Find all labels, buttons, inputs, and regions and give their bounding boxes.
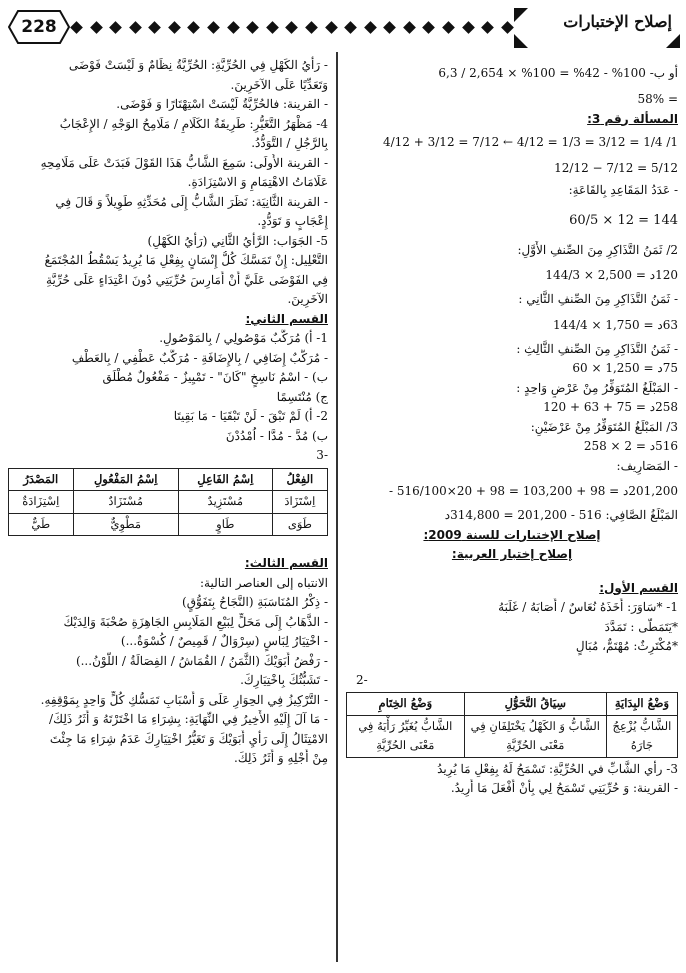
math-line: 120د = 2,500 × 144/3 [545, 268, 678, 282]
text-line: بِالرَّجُلِ / التَّوَدُّدُ. [251, 136, 328, 150]
table-cell: طَوَى [272, 513, 327, 536]
text-line: - رَفْضُ أَبَوَيْكَ (الثَّمَنُ / القُمَاشُ / الفِصَالَةُ / اللَّوْنُ...) [75, 653, 328, 668]
table-cell: مُسْتَزِيدٌ [178, 491, 272, 514]
table-cell: مَطْوِيٌّ [73, 513, 178, 536]
table-cell: الشَّابُّ يُغَيِّرُ رَأْيَهُ فِي مَعْنَى الحُرِّيَّةِ [347, 715, 465, 757]
text-line: ب) - اسْمُ نَاسِخٍ "كَانَ" - تَمْيِيزٌ - مَفْعُولٌ مُطْلَق [102, 370, 328, 384]
corner-triangle-icon [666, 34, 680, 48]
text-line: 5- الجَوَاب: الرَّأْيُ الثَّانِي (رَأْيُ الكَهْلِ) [147, 233, 328, 248]
table-header: اِسْمُ المَفْعُولِ [73, 468, 178, 491]
math-line: 201,200د = 98 + 103,200 = 98 + 20×516/100 - [389, 484, 678, 498]
table-header: المَصْدَرُ [9, 468, 74, 491]
text-line: - رَأْيُ الكَهْلِ فِي الحُرِّيَّةِ: الحُرِّيَّةُ نِظَامٌ وَ لَيْسَتْ فَوْضَى [68, 58, 328, 72]
text-line: 1- أ) مُرَكَّبٌ مَوْصُولِي / بِالمَوْصُولِ. [159, 331, 328, 345]
table-cell: طَيٌّ [9, 513, 74, 536]
corner-triangle-icon [514, 34, 528, 48]
text-line: الآخَرِينَ. [287, 292, 328, 306]
text-line: 4- مَظْهَرُ التَّغَيُّرِ: طَرِيقَةُ الكَلَامِ / مَلَامِحُ الوَجْهِ / الإِعْجَابُ [59, 116, 328, 131]
right-column [346, 56, 678, 799]
text-line: - القرينة الثَّانِيَة: نَظَرَ الشَّابُّ إِلَى مُحَدِّثِهِ طَوِيلاً وَ قَالَ فِي [55, 194, 328, 209]
text-line: فِي الفَوْضَى عَلَيَّ أَنْ أُمَارِسَ حُرِّيَتِي دُونَ اعْتِدَاءٍ عَلَى حُرِّيَّةِ [46, 272, 328, 287]
table-row [9, 491, 328, 514]
verb-derivatives-table [8, 468, 328, 537]
text-line: 1- *سَاوَرَ: أَخَذَهُ نُعَاسٌ / أَصَابَهُ / غَلَبَهُ [498, 600, 678, 614]
table-header: اِسْمُ الفَاعِلِ [178, 468, 272, 491]
text-line: - مُرَكَّبٌ إِضَافِي / بِالإِضَافَةِ - مُرَكَّبٌ عَطْفِي / بِالعَطْفِ [71, 350, 328, 365]
text-line: - المَصَارِيف: [616, 458, 678, 473]
text-line: = 58% [637, 92, 678, 106]
page-number-badge [8, 10, 70, 44]
text-line: - تَشَبُّثُكَ بِاخْتِيَارِكَ. [240, 673, 328, 687]
math-line: 1/ 1/4 = 3/12 = 1/3 = 4/12 ← 7/12 = 3/12 + 4/12 [382, 135, 678, 149]
text-line: أو ب- 100% - 42% = 100% × 2,654 / 6,3 [438, 66, 678, 80]
table-header: الفِعْلُ [272, 468, 327, 491]
text-line: - القرينة: فالحُرِّيَّةُ لَيْسَتْ اسْتِهْتَارًا وَ فَوْضَى. [116, 97, 328, 111]
table-cell: اِسْتِزَادَةٌ [9, 491, 74, 514]
text-line: 2/ ثَمَنُ التَّذَاكِرِ مِنَ الصِّنفِ الأَوَّلِ: [517, 242, 678, 257]
math-line: 144 = 12 × 60/5 [569, 212, 678, 228]
table-row [9, 513, 328, 536]
text-line: *مُكْتَرِثٌ: مُهْتَمٌّ، مُبَالٍ [575, 639, 678, 653]
text-line: - مَا آلَ إِلَيْهِ الأَخِيرُ فِي النِّهَايَةِ: بِشِرَاءِ مَا اخْتَرْتَهُ وَ أَثَرُ ذَلِكَ/ [49, 712, 328, 726]
table-cell: طَاوٍ [178, 513, 272, 536]
corner-triangle-icon [514, 8, 528, 22]
text-line: - ثَمَنُ التَّذَاكِرِ مِنَ الصِّنفِ الثَّانِي : [518, 292, 678, 306]
text-line: - القرينة الأُولَى: سَمِعَ الشَّابُّ هَذَا القَوْلَ فَبَدَتْ عَلَى مَلَامِحِهِ [40, 155, 328, 170]
math-line: 5/12 = 7/12 − 12/12 [554, 161, 678, 175]
text-line: التَّعْلِيل: إِنْ تَمَسَّكَ كُلُّ إِنْسَانٍ بِفِعْلِ مَا يُرِيدُ يَسْقُطُ المُجْتَمَعُ [44, 253, 328, 267]
table-header: وَضْعُ البِدَايَةِ [606, 693, 677, 716]
text-line: -2 [356, 672, 368, 687]
table-header: سِيَاقُ التَّحَوُّلِ [464, 693, 606, 716]
text-line: -3 [316, 448, 328, 462]
text-line: وَتَعَدِّيًا عَلَى الآخَرِينَ. [230, 77, 328, 92]
column-divider [336, 52, 338, 962]
table-cell: مُسْتَزَادٌ [73, 491, 178, 514]
section-heading: القسم الأول: [599, 580, 678, 595]
text-line: ج) مُنْتَسِمًا [276, 389, 328, 404]
text-line: الامْتِثَالُ إِلَى رَأْيِ أَبَوَيْكَ وَ تَغَيُّرُ اخْتِيَارِكَ عَدَمُ شِرَاءِ مَا جِئْتَ [49, 731, 328, 746]
page-title: إصلاح الإختبارات [563, 12, 672, 31]
text-line: المَبْلَغُ الصَّافِي: 516 - 201,200 = 314,800د [444, 508, 678, 522]
text-line: مِنْ أَجْلِهِ وَ أَثَرُ ذَلِكَ. [234, 751, 328, 765]
table-header: وَضْعُ الخِتَامِ [347, 693, 465, 716]
section-heading: القسم الثالث: [244, 556, 328, 570]
section-heading: المسألة رقم 3: [587, 111, 678, 126]
text-line: عَلَامَاتُ الاهْتِمَامِ وَ الاسْتِزَادَةِ. [187, 175, 328, 189]
text-line: - اخْتِيَارُ لِبَاسٍ (سِرْوَالٌ / قَمِيصٌ / كُسْوَةٌ...) [120, 634, 328, 648]
table-cell: الشَّابُّ يُزْعِجُ جَارَهُ [606, 715, 677, 757]
header-diamond-ornament [72, 17, 512, 37]
text-line: - ثَمَنُ التَّذَاكِرِ مِنَ الصِّنفِ الثَّالِثِ : [516, 341, 678, 356]
text-line: - التَّرْكِيزُ فِي الحِوَارِ عَلَى وَ أَسْبَابِ تَمَسُّكِ كُلٍّ وَاحِدٍ بِمَوْقِفِهِ. [40, 692, 328, 707]
text-line: - القرينة: وَ حُرِّيَتِي تَسْمَحُ لِي بِأَنْ أَفْعَلَ مَا أُرِيدُ. [450, 781, 678, 795]
text-line: ب) مُدَّ - مُدَّا - اُمْدُدْنَ [225, 428, 328, 443]
math-line: 63د = 1,750 × 144/4 [553, 317, 678, 332]
math-line: 75د = 1,250 × 60 [572, 361, 678, 375]
text-line: إِعْجَابٍ وَ تَوَدُّدٍ. [257, 214, 328, 228]
text-line: الانتباه إلى العناصر التالية: [199, 575, 328, 590]
section-heading: إصلاح إختبار العربية: [451, 547, 573, 561]
section-heading: القسم الثاني: [245, 311, 328, 326]
math-line: 516د = 2 × 258 [583, 439, 678, 453]
table-row [347, 715, 678, 757]
text-line: - الذَّهَابُ إِلَى مَحَلٍّ لِبَيْعِ المَلَابِسِ الجَاهِزَةِ صُحْبَةَ وَالِدَيْكَ [63, 614, 328, 629]
page-number: 228 [21, 17, 57, 37]
section-heading: إصلاح الإختبارات للسنة 2009: [423, 527, 601, 542]
narrative-table [346, 692, 678, 758]
table-cell: اِسْتَزَادَ [272, 491, 327, 514]
text-line: 3- رأي الشَّابِّ في الحُرِّيَّةِ: تَسْمَحُ لَهُ بِفِعْلِ مَا يُرِيدُ [437, 761, 678, 776]
text-line: - ذِكْرُ المُنَاسَبَةِ (النَّجَاحُ بِتَفَوُّقٍ) [182, 595, 328, 609]
text-line: - عَدَدُ المَقَاعِدِ بِالقَاعَةِ: [568, 183, 678, 197]
text-line: - المَبْلَغُ المُتَوَفِّرُ مِنْ عَرْضٍ وَاحِدٍ : [516, 380, 678, 395]
math-line: 258د = 75 + 63 + 120 [543, 400, 678, 414]
table-cell: الشَّابُّ وَ الكَهْلُ يَخْتَلِفَانِ فِي مَعْنَى الحُرِّيَّةِ [464, 715, 606, 757]
text-line: 3/ المَبْلَغُ المُتَوَفِّرُ مِنْ عَرْضَيْنِ: [530, 419, 678, 434]
left-column [8, 56, 328, 769]
text-line: *يَتَمَطَّى : تَمَدَّدَ [604, 619, 678, 634]
text-line: 2- أ) لَمْ تَبْقَ - لَنْ تَبْقَيَا - مَا بَقِيتَا [173, 409, 328, 423]
